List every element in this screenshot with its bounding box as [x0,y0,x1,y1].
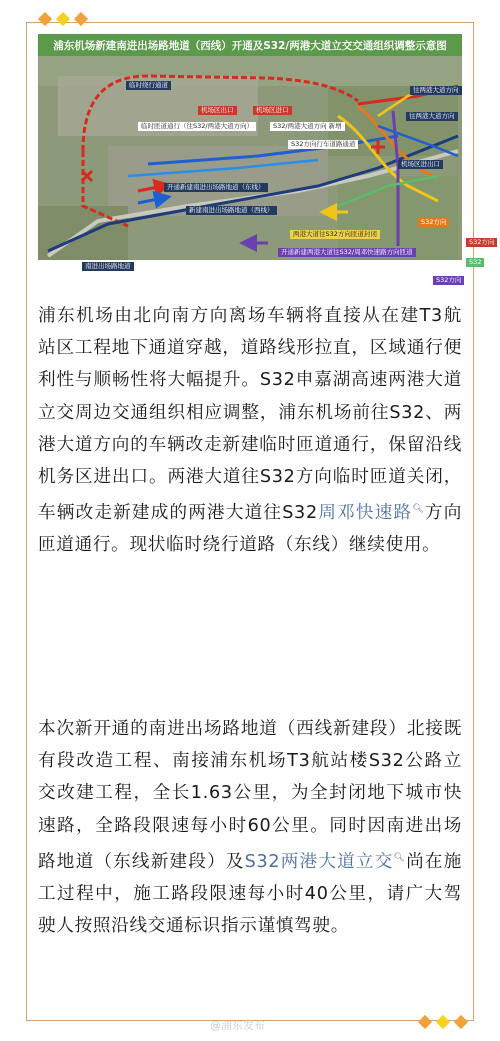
airport-exit-label: 机场区出口 [198,106,237,115]
paragraph-2-tail: 尚在施工过程中，施工路段限速每小时40公里，请广大驾驶人按照沿线交通标识指示谨慎驾驶。 [38,851,462,937]
map-title: 浦东机场新建南进出场路地道（西线）开通及S32/两港大道立交交通组织调整示意图 [53,39,447,52]
traffic-map-image [38,34,495,284]
paragraph-2-text: 本次新开通的南进出场路地道（西线新建段）北接既有段改造工程、南接浦东机场T3航站楼S32公路立交改建工程，全长1.63公里，为全封闭地下城市快速路，全路段限速每小时60公里。同时因南进出场路地道（东线新建段）及 [38,719,462,872]
watermark: @浦东发布 [210,1019,265,1032]
south-tunnel-label: 南进出场路地道 [82,262,134,271]
closed-ramp-label: 两港大道往S32方向匝道封闭 [290,230,380,239]
new-ramp-label: 开通新建两港大道往S32/周邓快速路方向匝道 [278,248,416,257]
s32-label: S32 [466,258,484,267]
airport-io-label: 机场区进出口 [398,160,443,169]
temp-ramp-label: 临时匝道通行（往S32/两港大道方向） [138,122,256,131]
search-icon: 🔍︎ [412,504,425,515]
temp-bypass-label: 临时绕行通道 [126,81,171,90]
paragraph-1-tail: 方向匝道通行。现状临时绕行道路（东线）继续使用。 [38,503,462,556]
new-tunnel-east-label: 开通新建南进出场路地道（东线） [164,183,268,192]
map-title-bar [38,34,462,56]
paragraph-1-text: 浦东机场由北向南方向离场车辆将直接从在建T3航站区工程地下通道穿越，道路线形拉直，区域通行便利性与顺畅性将大幅提升。S32申嘉湖高速两港大道立交周边交通组织相应调整，浦东机场前往S32、两港大道方向的车辆改走新建临时匝道通行，保留沿线机务区进出口。两港大道往S32方向临时匝道关闭，车辆改走新建成的两港大道往S32 [38,306,462,524]
s32-direction-label-2: S32方向 [466,238,497,247]
paragraph-1 [38,300,462,561]
search-icon: 🔍︎ [393,852,407,863]
new-tunnel-west-label: 新建南进出场路地道（西线） [186,206,277,215]
map-drawing [38,56,462,260]
to-liangang-label: 往两港大道方向 [410,86,462,95]
airport-entry-label: 机场区进口 [253,106,292,115]
s32-direction-label: S32方向 [418,218,449,227]
s32-direction-label-3: S32方向 [433,276,464,285]
s32-liangang-ramp-label: S32/两港大道方向 新增 [270,122,345,131]
existing-ramp-label: S32方向行车道路通道 [288,140,358,149]
paragraph-2 [38,713,462,942]
s32-liangang-interchange-link[interactable]: S32两港大道立交 [244,851,394,872]
zhoudeng-expressway-link[interactable]: 周邓快速路 [317,503,413,524]
to-liangang-label-2: 往两港大道方向 [406,112,458,121]
